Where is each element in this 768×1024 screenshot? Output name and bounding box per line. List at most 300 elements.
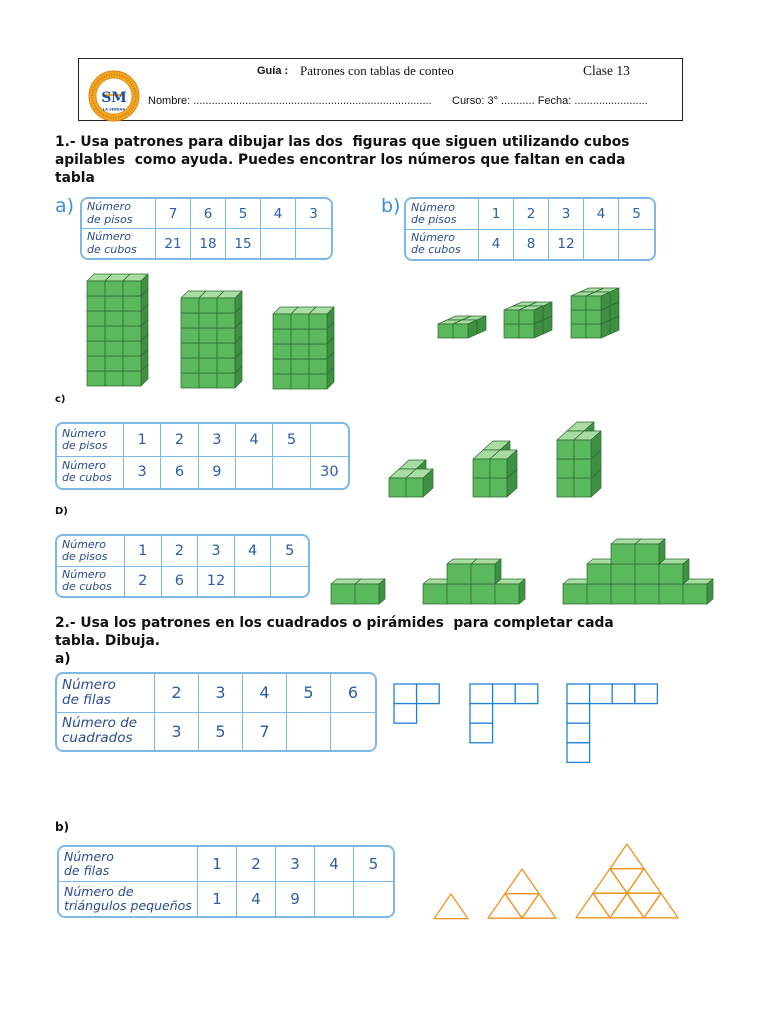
cube-front-face — [574, 478, 591, 497]
cube-front-face — [406, 478, 423, 497]
table-row — [57, 713, 375, 750]
row-header-line: de filas — [64, 863, 110, 879]
value-cell: 7 — [243, 713, 287, 750]
value-cell: 4 — [261, 199, 296, 229]
cube-front-face — [473, 459, 490, 478]
cube-front-face — [217, 328, 235, 343]
cube-front-face — [490, 478, 507, 497]
cube-front-face — [87, 326, 105, 341]
cube-front-face — [273, 314, 291, 329]
triangle-figure — [575, 843, 679, 919]
cube-front-face — [574, 459, 591, 478]
cube — [519, 306, 543, 324]
cube-front-face — [635, 564, 659, 584]
cube-front-face — [199, 328, 217, 343]
small-triangle — [610, 844, 644, 869]
cube-front-face — [504, 310, 519, 324]
cube-front-face — [389, 478, 406, 497]
cube-front-face — [438, 324, 453, 338]
cube-front-face — [447, 564, 471, 584]
row-header-line: Número de — [62, 715, 138, 732]
square — [417, 684, 440, 704]
section-label-2b: b) — [55, 820, 70, 834]
blank-cell — [273, 457, 310, 488]
row-header — [59, 847, 198, 882]
row-header-line: Número — [87, 200, 131, 214]
data-table — [82, 199, 331, 258]
row-header — [82, 199, 156, 229]
blank-cell — [271, 567, 308, 596]
value-cell: 5 — [271, 536, 308, 567]
value-cell: 8 — [514, 230, 549, 259]
square-figure — [393, 683, 440, 724]
square — [635, 684, 658, 704]
cube — [123, 274, 148, 296]
section-label-2a: a) — [55, 651, 71, 667]
table-row — [82, 229, 331, 258]
small-triangle — [505, 894, 539, 919]
value-cell: 9 — [276, 882, 315, 916]
data-table — [57, 536, 308, 596]
row-header-line: Número — [62, 426, 106, 440]
cube-front-face — [217, 298, 235, 313]
cube — [586, 292, 610, 310]
cube-front-face — [87, 281, 105, 296]
blank-cell — [619, 230, 654, 259]
table-row — [82, 199, 331, 229]
value-cell: 1 — [198, 882, 237, 916]
value-cell: 21 — [156, 229, 191, 258]
table-1d — [55, 534, 310, 598]
row-header-line: de cubos — [87, 242, 137, 256]
value-cell: 1 — [125, 536, 162, 567]
square — [567, 743, 590, 763]
row-header-line: Número — [62, 568, 106, 582]
table-row — [59, 847, 393, 882]
small-triangle — [610, 869, 644, 894]
row-header-line: de pisos — [62, 549, 108, 563]
cube-front-face — [471, 584, 495, 604]
value-cell: 3 — [549, 199, 584, 230]
cube-front-face — [273, 374, 291, 389]
value-cell: 3 — [155, 713, 199, 750]
row-header-line: de pisos — [411, 212, 457, 226]
cube-front-face — [217, 343, 235, 358]
row-header — [57, 536, 125, 567]
cube-front-face — [473, 478, 490, 497]
cube-front-face — [563, 584, 587, 604]
cube-front-face — [291, 344, 309, 359]
square — [567, 723, 590, 743]
value-cell: 1 — [198, 847, 237, 882]
cube-front-face — [273, 329, 291, 344]
cube-front-face — [557, 478, 574, 497]
value-cell: 2 — [162, 536, 199, 567]
square-figure — [566, 683, 658, 763]
cube-front-face — [557, 440, 574, 459]
cube-front-face — [659, 584, 683, 604]
square — [612, 684, 635, 704]
cube-front-face — [105, 326, 123, 341]
table-row — [406, 230, 654, 259]
value-cell: 4 — [479, 230, 514, 259]
small-triangle — [593, 893, 627, 918]
value-cell: 5 — [287, 674, 331, 713]
cube-front-face — [309, 344, 327, 359]
value-cell: 30 — [320, 464, 339, 481]
data-table — [59, 847, 393, 916]
question-line: tabla — [55, 170, 95, 186]
square — [567, 684, 590, 704]
table-1c — [55, 422, 350, 490]
row-header — [57, 713, 155, 750]
row-header — [57, 674, 155, 713]
cube-figure — [422, 558, 526, 605]
row-header-line: triángulos pequeños — [64, 898, 192, 914]
value-cell: 18 — [191, 229, 226, 258]
value-cell: 15 — [226, 229, 261, 258]
small-triangle — [610, 893, 644, 918]
course-date-line: Curso: 3° ........... Fecha: ........................ — [452, 95, 648, 107]
cube-front-face — [519, 324, 534, 338]
cube-front-face — [105, 281, 123, 296]
cube-front-face — [453, 324, 468, 338]
cube-front-face — [199, 358, 217, 373]
row-header-line: Número — [411, 231, 455, 245]
cube-front-face — [683, 584, 707, 604]
blank-cell — [331, 713, 375, 750]
value-cell: 6 — [162, 567, 199, 596]
table-2a — [55, 672, 377, 752]
square — [493, 684, 516, 704]
table-row — [57, 424, 348, 457]
row-header-line: Número — [64, 849, 114, 865]
value-cell: 6 — [191, 199, 226, 229]
blank-cell — [236, 457, 273, 488]
small-triangle — [434, 894, 468, 919]
value-cell: 1 — [479, 199, 514, 230]
cube-front-face — [471, 564, 495, 584]
value-cell: 3 — [296, 199, 331, 229]
value-cell: 2 — [237, 847, 276, 882]
question-line: 1.- Usa patrones para dibujar las dos figuras que siguen utilizando cubos — [55, 134, 630, 150]
cube-front-face — [217, 313, 235, 328]
value-cell: 2 — [514, 199, 549, 230]
cube-figure — [86, 273, 149, 387]
blank-cell — [287, 713, 331, 750]
cube — [683, 579, 713, 604]
value-cell: 6 — [161, 457, 198, 488]
blank-cell — [354, 882, 393, 916]
data-table — [406, 199, 654, 259]
table-row — [57, 567, 308, 596]
cube — [495, 579, 525, 604]
cube-front-face — [105, 296, 123, 311]
table-2b — [57, 845, 395, 918]
cube-front-face — [611, 584, 635, 604]
section-label-c: c) — [55, 394, 66, 405]
value-cell: 3 — [124, 457, 161, 488]
cube-front-face — [490, 459, 507, 478]
cube-front-face — [309, 314, 327, 329]
square — [394, 684, 417, 704]
value-cell: 6 — [331, 674, 375, 713]
value-cell: 5 — [226, 199, 261, 229]
table-row — [59, 882, 393, 916]
cube-figure — [180, 290, 243, 389]
question-1-text — [55, 133, 629, 187]
row-header-line: Número — [62, 676, 116, 693]
guia-title: Patrones con tablas de conteo — [300, 63, 454, 78]
cube-front-face — [571, 324, 586, 338]
cube-figure — [472, 440, 528, 498]
row-header — [57, 567, 125, 596]
cube-front-face — [586, 324, 601, 338]
cube-front-face — [571, 310, 586, 324]
row-header-line: Número de — [64, 884, 134, 900]
cube — [453, 320, 477, 338]
cube-figure — [388, 459, 444, 498]
cube-front-face — [123, 356, 141, 371]
cube-front-face — [504, 324, 519, 338]
section-label-a: a) — [55, 195, 75, 217]
small-triangle — [488, 894, 522, 919]
cube-front-face — [611, 544, 635, 564]
cube-front-face — [557, 459, 574, 478]
cube-front-face — [199, 313, 217, 328]
square — [567, 704, 590, 724]
value-cell: 4 — [237, 882, 276, 916]
school-logo — [88, 70, 140, 122]
row-header-line: Número — [62, 537, 106, 551]
cube-front-face — [635, 544, 659, 564]
square — [470, 723, 493, 743]
value-cell: 12 — [198, 567, 235, 596]
cube-front-face — [181, 328, 199, 343]
value-cell: 4 — [236, 424, 273, 457]
row-header — [59, 882, 198, 916]
small-triangle — [505, 869, 539, 894]
value-cell: 3 — [198, 536, 235, 567]
cube-front-face — [423, 584, 447, 604]
table-row — [57, 536, 308, 567]
value-cell: 3 — [276, 847, 315, 882]
cube-front-face — [105, 341, 123, 356]
square — [590, 684, 613, 704]
question-line: 2.- Usa los patrones en los cuadrados o pirámides para completar cada — [55, 615, 614, 631]
value-cell: 1 — [124, 424, 161, 457]
cube-figure — [556, 421, 612, 498]
cube-front-face — [273, 344, 291, 359]
cube-front-face — [123, 296, 141, 311]
cube-front-face — [181, 358, 199, 373]
row-header-line: de cubos — [62, 471, 112, 485]
cube-front-face — [123, 371, 141, 386]
value-cell: 4 — [584, 199, 619, 230]
cube-front-face — [309, 374, 327, 389]
cube-front-face — [199, 373, 217, 388]
cube-front-face — [217, 373, 235, 388]
cube-figure — [562, 538, 714, 605]
table-1a — [80, 197, 333, 260]
row-header-line: de pisos — [62, 438, 108, 452]
triangle-figure — [487, 868, 557, 919]
cube — [635, 539, 665, 564]
cube-front-face — [586, 310, 601, 324]
value-cell: 3 — [199, 674, 243, 713]
cube-front-face — [199, 343, 217, 358]
small-triangle — [627, 869, 661, 894]
row-header-line: de cubos — [62, 580, 112, 594]
logo-motto: LA SERENA — [102, 107, 126, 112]
cube-front-face — [217, 358, 235, 373]
blank-cell — [235, 567, 272, 596]
cube-front-face — [181, 313, 199, 328]
table-1b — [404, 197, 656, 261]
question-line: tabla. Dibuja. — [55, 633, 161, 649]
square — [515, 684, 538, 704]
blank-cell — [296, 229, 331, 258]
table-row — [406, 199, 654, 230]
cube-front-face — [574, 440, 591, 459]
cube-front-face — [291, 374, 309, 389]
cube-front-face — [87, 341, 105, 356]
value-cell: 5 — [354, 847, 393, 882]
blank-cell — [311, 424, 348, 457]
cube-front-face — [309, 359, 327, 374]
value-cell: 4 — [243, 674, 287, 713]
cube-figure — [570, 287, 620, 339]
cube-front-face — [587, 584, 611, 604]
row-header-line: Número — [87, 230, 131, 244]
class-number: Clase 13 — [583, 63, 630, 78]
row-header-line: de filas — [62, 691, 111, 708]
cube-front-face — [123, 341, 141, 356]
value-cell: 3 — [199, 424, 236, 457]
cube-front-face — [123, 326, 141, 341]
row-header-line: de pisos — [87, 212, 133, 226]
section-label-d: D) — [55, 506, 68, 517]
blank-cell — [261, 229, 296, 258]
square-figure — [469, 683, 539, 744]
value-cell: 7 — [156, 199, 191, 229]
cube — [217, 291, 242, 313]
cube-front-face — [291, 329, 309, 344]
value-cell: 5 — [199, 713, 243, 750]
row-header-line: cuadrados — [62, 730, 133, 747]
cube-front-face — [105, 356, 123, 371]
section-label-b: b) — [381, 195, 401, 217]
cube-front-face — [181, 298, 199, 313]
cube-front-face — [291, 359, 309, 374]
small-triangle — [576, 893, 610, 918]
blank-cell — [315, 882, 354, 916]
cube-front-face — [123, 311, 141, 326]
table-row — [57, 457, 348, 488]
value-cell: 12 — [549, 230, 584, 259]
question-2-text — [55, 614, 614, 668]
value-cell: 5 — [273, 424, 310, 457]
cube-front-face — [87, 296, 105, 311]
value-cell: 9 — [199, 457, 236, 488]
cube-front-face — [87, 311, 105, 326]
cube-front-face — [659, 564, 683, 584]
value-cell: 4 — [235, 536, 272, 567]
cube-front-face — [635, 584, 659, 604]
value-cell: 2 — [161, 424, 198, 457]
cube-figure — [503, 301, 553, 339]
small-triangle — [593, 869, 627, 894]
cube-front-face — [447, 584, 471, 604]
cube-front-face — [587, 564, 611, 584]
question-line: apilables como ayuda. Puedes encontrar los números que faltan en cada — [55, 152, 626, 168]
value-cell: 4 — [315, 847, 354, 882]
logo-monogram: SM — [101, 90, 127, 106]
cube — [309, 307, 334, 329]
cube — [355, 579, 385, 604]
value-cell: 5 — [619, 199, 654, 230]
value-cell: 2 — [125, 567, 162, 596]
cube — [659, 559, 689, 584]
guia-label: Guía : — [257, 65, 289, 77]
cube-front-face — [181, 373, 199, 388]
value-cell: 2 — [155, 674, 199, 713]
cube-front-face — [519, 310, 534, 324]
cube-front-face — [181, 343, 199, 358]
cube — [471, 559, 501, 584]
cube-front-face — [87, 356, 105, 371]
cube-front-face — [355, 584, 379, 604]
cube-front-face — [273, 359, 291, 374]
row-header — [82, 229, 156, 258]
cube-front-face — [309, 329, 327, 344]
cube-front-face — [611, 564, 635, 584]
triangle-figure — [433, 893, 469, 920]
cube-front-face — [123, 281, 141, 296]
cube-figure — [272, 306, 335, 390]
row-header-line: Número — [411, 200, 455, 214]
square — [470, 704, 493, 724]
cube-front-face — [105, 311, 123, 326]
table-row — [57, 674, 375, 713]
small-triangle — [644, 893, 678, 918]
cube-front-face — [495, 584, 519, 604]
row-header — [406, 230, 479, 259]
cube-figure — [437, 315, 487, 339]
cube-front-face — [331, 584, 355, 604]
blank-cell — [584, 230, 619, 259]
data-table — [57, 674, 375, 750]
cube-figure — [330, 578, 386, 605]
cube-front-face — [199, 298, 217, 313]
row-header — [406, 199, 479, 230]
row-header-line: Número — [62, 459, 106, 473]
square — [394, 704, 417, 724]
cube-front-face — [571, 296, 586, 310]
cube-front-face — [87, 371, 105, 386]
square — [470, 684, 493, 704]
cube-front-face — [586, 296, 601, 310]
small-triangle — [522, 894, 556, 919]
name-line: Nombre: .............................................................................. — [148, 95, 432, 107]
cube-front-face — [291, 314, 309, 329]
row-header-line: de cubos — [411, 243, 461, 257]
row-header — [57, 424, 124, 457]
small-triangle — [627, 893, 661, 918]
data-table — [57, 424, 348, 488]
row-header — [57, 457, 124, 488]
cube-front-face — [105, 371, 123, 386]
